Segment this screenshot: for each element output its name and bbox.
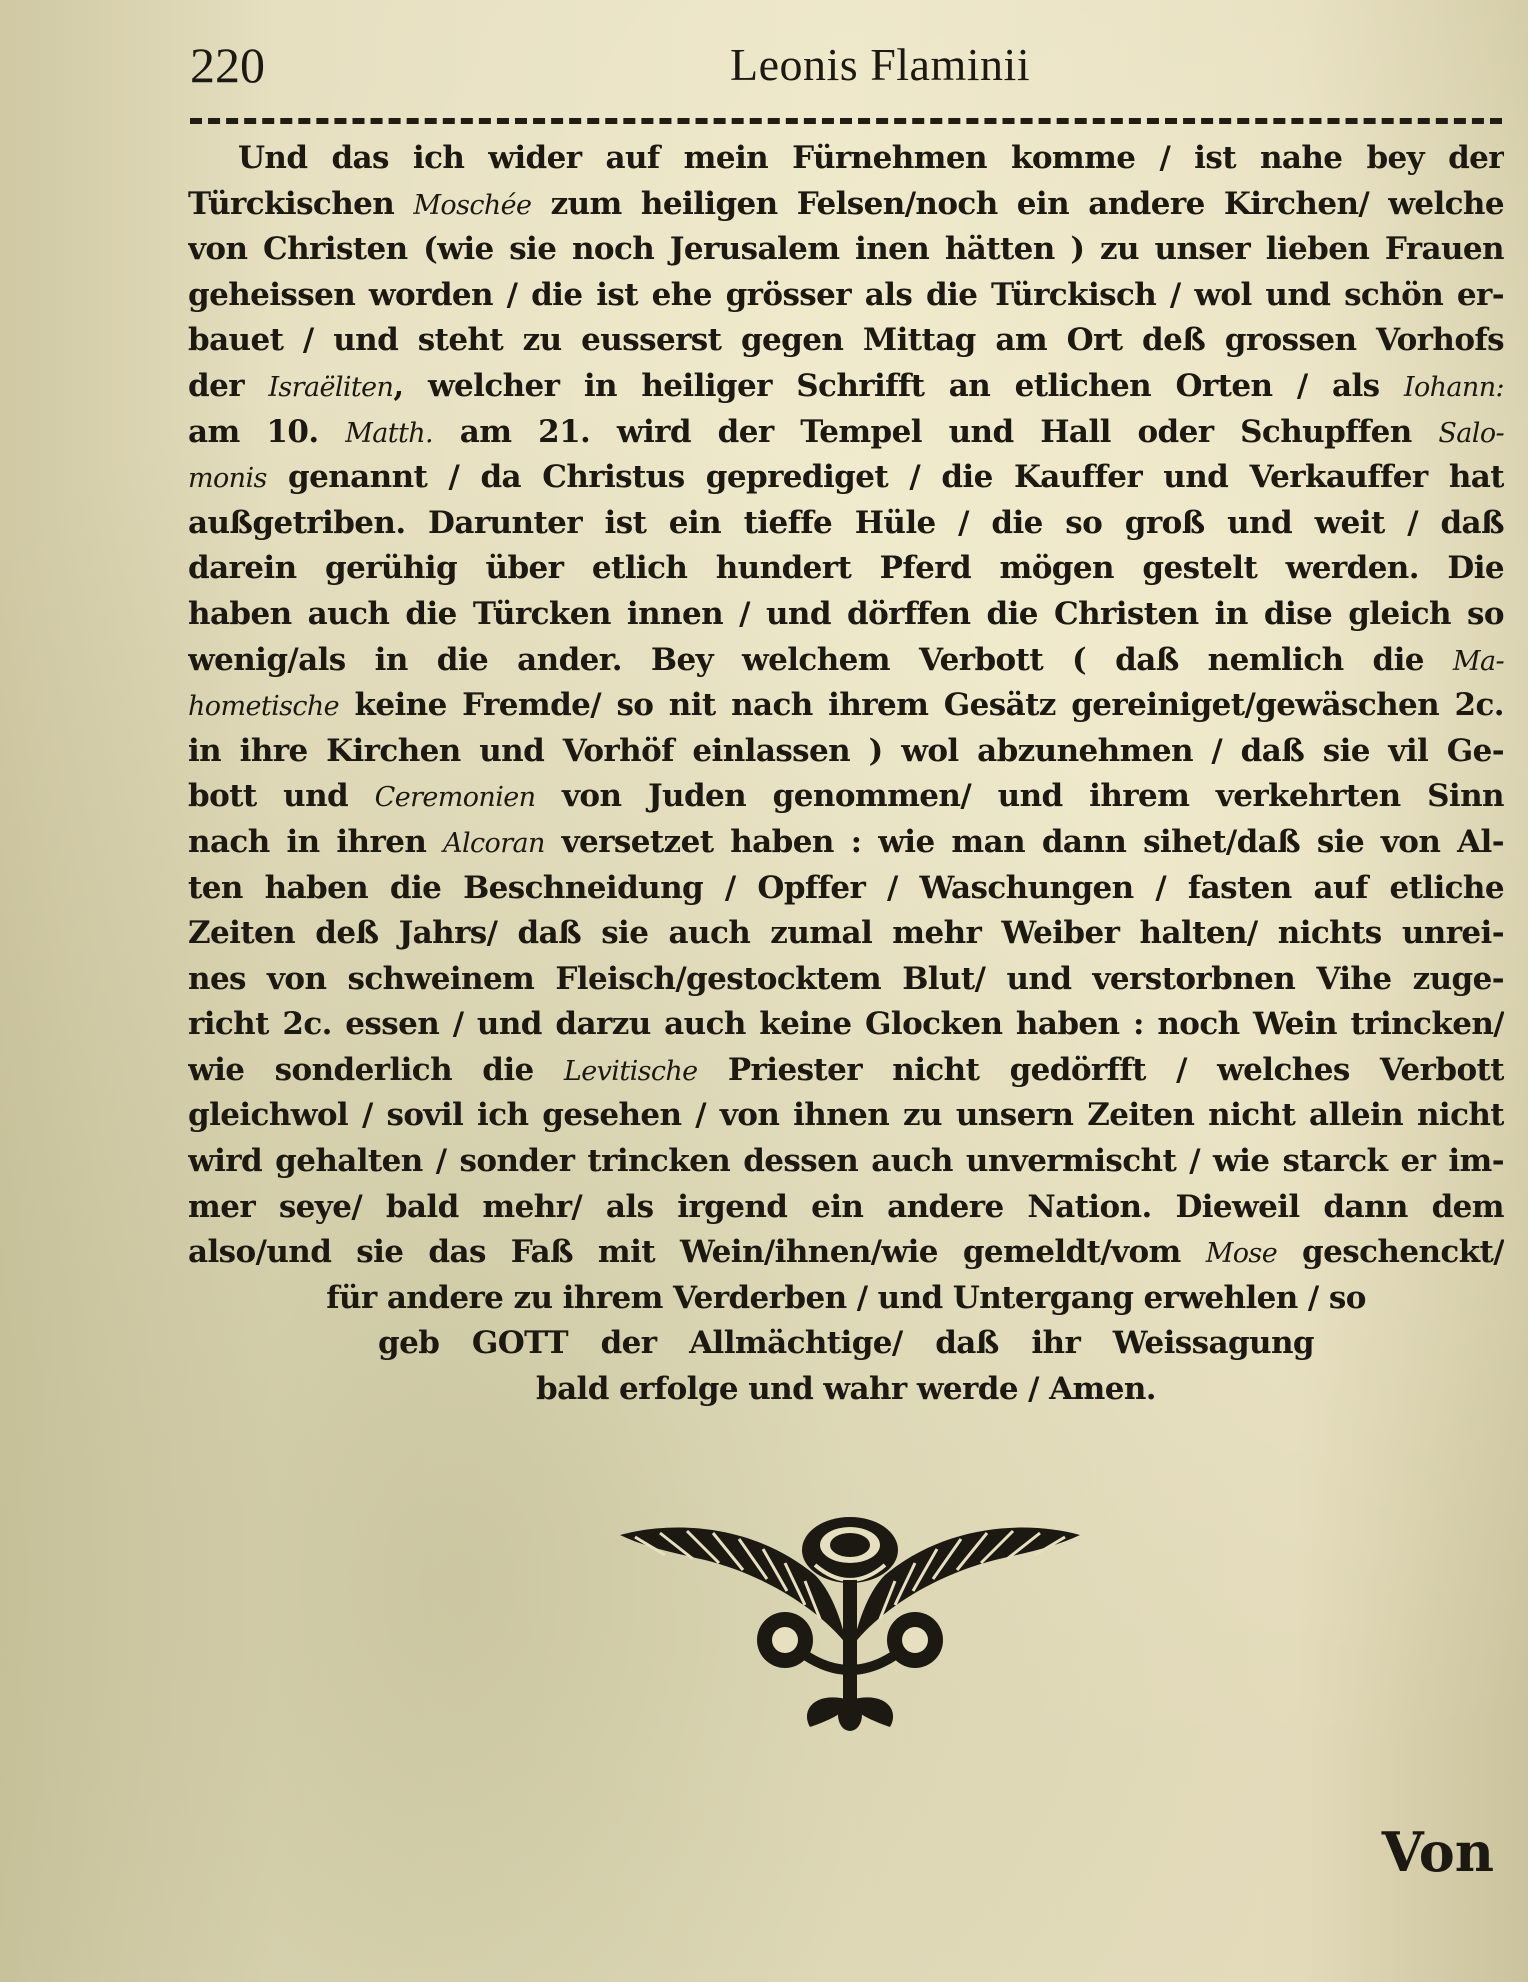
line-text: Türckischen (188, 185, 414, 222)
catchword: Von (1381, 1820, 1494, 1884)
line-text: also/und sie das Faß mit Wein/ihnen/wie gemeldt/vom (188, 1234, 1206, 1271)
text-line (188, 638, 1504, 684)
italic-term: Levitische (563, 1055, 698, 1087)
line-text: keine Fremde/ so nit nach ihrem Gesätz gereiniget/gewäschen 2c. (339, 687, 1504, 724)
text-line (188, 318, 1504, 364)
line-text: nes von schweinem Fleisch/gestocktem Blut/ und verstorbnen Vihe zuge- (188, 960, 1504, 997)
line-text: nach in ihren (188, 823, 444, 860)
text-line (188, 683, 1504, 729)
italic-term: monis (188, 463, 267, 495)
text-line (188, 774, 1504, 820)
line-text: versetzet haben : wie man dann sihet/daß sie von Al- (544, 823, 1504, 860)
line-text: genannt / da Christus geprediget / die Kauffer und Verkauffer hat (266, 459, 1504, 496)
text-line (188, 1185, 1504, 1231)
text-line (188, 911, 1504, 957)
text-line (188, 1276, 1504, 1322)
line-text: am 21. wird der Tempel und Hall oder Schupffen (433, 413, 1439, 450)
text-line (188, 501, 1504, 547)
line-text: geheissen worden / die ist ehe grösser als die Türckisch / wol und schön er- (188, 276, 1504, 313)
line-text: mer seye/ bald mehr/ als irgend ein andere Nation. Dieweil dann dem (188, 1188, 1504, 1225)
text-line (188, 729, 1504, 775)
text-line (188, 957, 1504, 1003)
italic-term: Ceremonien (374, 782, 536, 814)
line-text: wenig/als in die ander. Bey welchem Verbott ( daß nemlich die (188, 641, 1453, 678)
line-text: geschenckt/ (1277, 1234, 1504, 1271)
text-line (188, 592, 1504, 638)
line-text: richt 2c. essen / und darzu auch keine Glocken haben : noch Wein trincken/ (188, 1006, 1504, 1043)
text-line (188, 1093, 1504, 1139)
line-text: von Christen (wie sie noch Jerusalem inen hätten ) zu unser lieben Frauen (188, 231, 1504, 268)
line-text: geb GOTT der Allmächtige/ daß ihr Weissagung (378, 1325, 1314, 1362)
italic-term: Moschée (413, 189, 532, 221)
line-text: haben auch die Türcken innen / und dörffen die Christen in dise gleich so (188, 595, 1504, 632)
text-line (188, 1139, 1504, 1185)
text-line (188, 136, 1504, 182)
italic-term: Mose (1205, 1238, 1278, 1270)
body-text (188, 136, 1504, 1413)
line-text: für andere zu ihrem Verderben / und Untergang erwehlen / so (326, 1279, 1366, 1316)
line-text: darein gerühig über etlich hundert Pferd mögen gestelt werden. Die (188, 550, 1504, 587)
text-line (188, 1002, 1504, 1048)
line-text: wie sonderlich die (188, 1051, 564, 1088)
text-line (188, 364, 1504, 410)
text-line (188, 227, 1504, 273)
text-line (188, 1230, 1504, 1276)
italic-term: Salo- (1438, 417, 1504, 449)
header-rule (190, 118, 1502, 124)
line-text: der (188, 367, 269, 404)
text-line (188, 820, 1504, 866)
text-line (188, 455, 1504, 501)
italic-term: Matth. (345, 417, 434, 449)
italic-term: Ma- (1452, 645, 1504, 677)
text-line (188, 1321, 1504, 1367)
line-text: gleichwol / sovil ich gesehen / von ihnen zu unsern Zeiten nicht allein nicht (188, 1097, 1504, 1134)
italic-term: Israëliten (268, 371, 394, 403)
text-line (188, 866, 1504, 912)
text-line (188, 273, 1504, 319)
line-text: wird gehalten / sonder trincken dessen auch unvermischt / wie starck er im- (188, 1143, 1504, 1180)
page-number: 220 (190, 37, 265, 93)
line-text: bott und (188, 778, 375, 815)
line-text: in ihre Kirchen und Vorhöf einlassen ) wol abzunehmen / daß sie vil Ge- (188, 732, 1504, 769)
running-title: Leonis Flaminii (730, 39, 1031, 90)
text-line (188, 410, 1504, 456)
line-text: Priester nicht gedörfft / welches Verbott (697, 1051, 1504, 1088)
line-text: bauet / und steht zu eusserst gegen Mittag am Ort deß grossen Vorhofs (188, 322, 1504, 359)
italic-term: hometische (188, 691, 340, 723)
line-text: ten haben die Beschneidung / Opffer / Waschungen / fasten auf etliche (188, 869, 1504, 906)
floral-ornament-icon (615, 1515, 1085, 1735)
line-text: zum heiligen Felsen/noch ein andere Kirchen/ welche (531, 185, 1504, 222)
line-text: bald erfolge und wahr werde / Amen. (536, 1371, 1156, 1408)
line-text: von Juden genommen/ und ihrem verkehrten Sinn (535, 778, 1504, 815)
text-line (188, 182, 1504, 228)
text-line (188, 1367, 1504, 1413)
line-text: außgetriben. Darunter ist ein tieffe Hüle / die so groß und weit / daß (188, 504, 1504, 541)
italic-term: Alcoran (443, 827, 545, 859)
italic-term: Iohann: (1403, 371, 1504, 403)
line-text: Zeiten deß Jahrs/ daß sie auch zumal mehr Weiber halten/ nichts unrei- (188, 915, 1504, 952)
text-line (188, 546, 1504, 592)
line-text: am 10. (188, 413, 346, 450)
line-text: , welcher in heiliger Schrifft an etlichen Orten / als (393, 367, 1404, 404)
line-text: Und das ich wider auf mein Fürnehmen komme / ist nahe bey der (238, 140, 1504, 176)
running-head (190, 36, 1500, 96)
text-line (188, 1048, 1504, 1094)
